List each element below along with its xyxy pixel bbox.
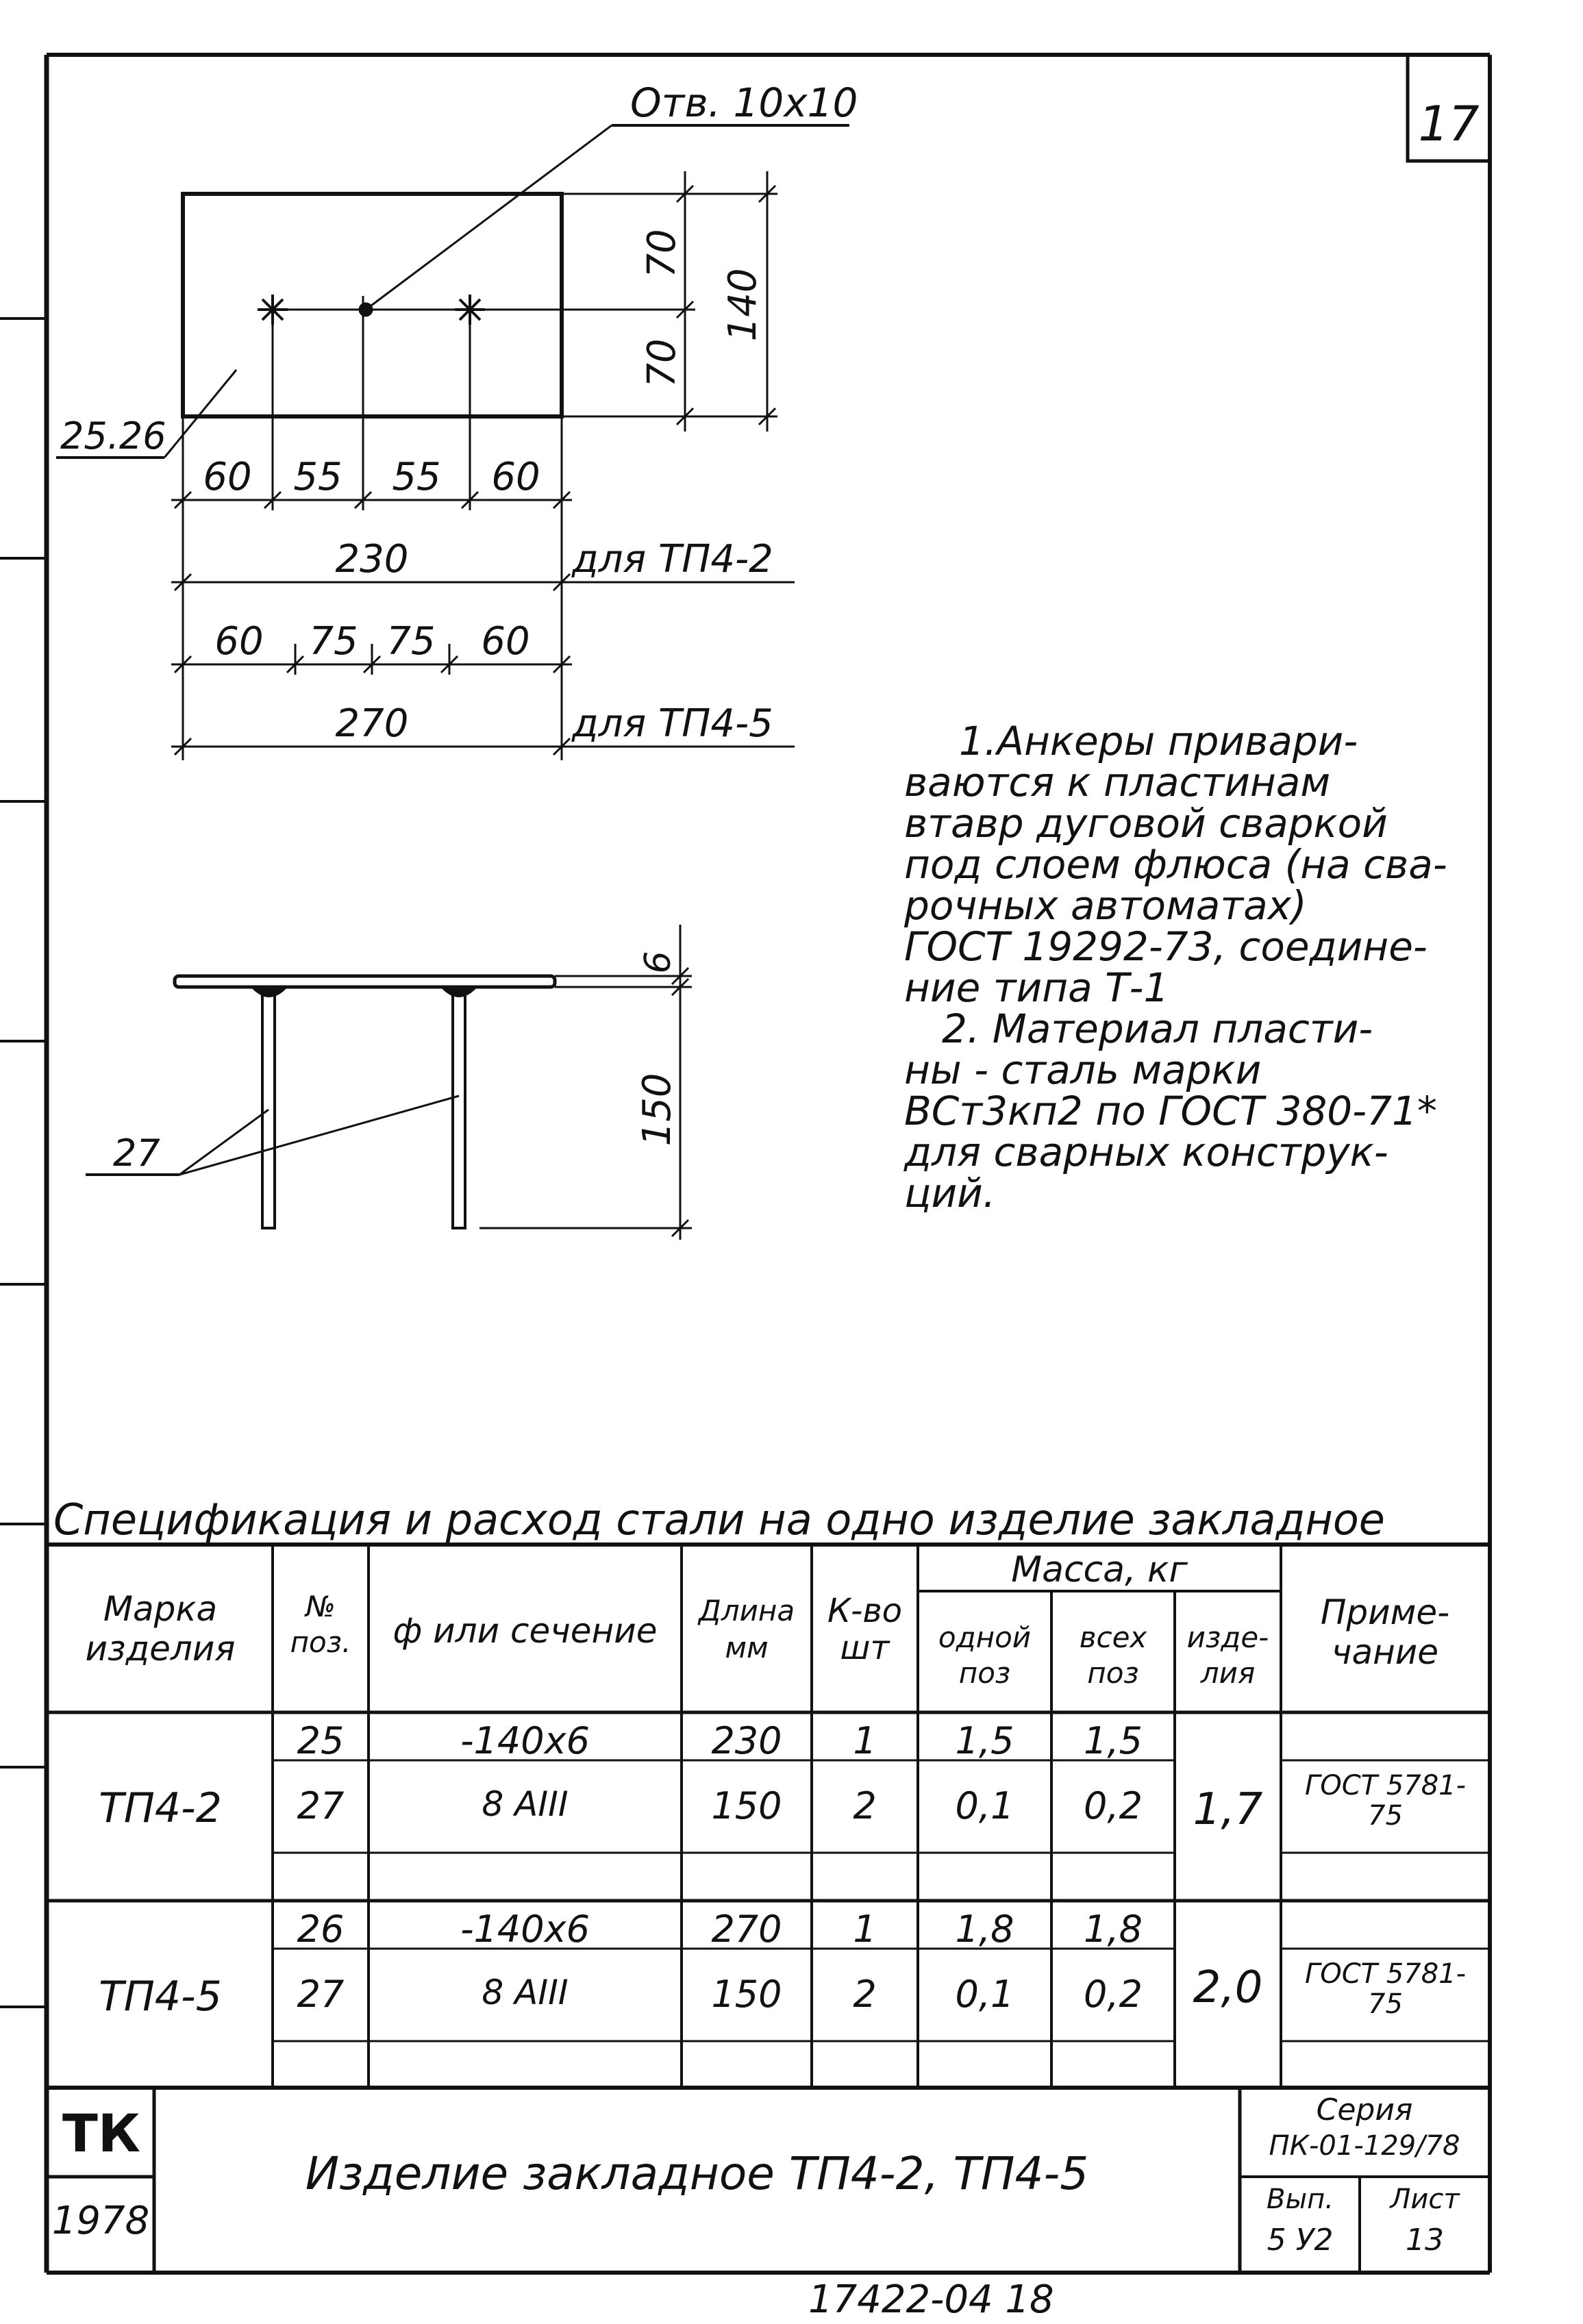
row-mass-all: 0,2	[1084, 1973, 1143, 2016]
header-mass-item: изде-лия	[1186, 1621, 1269, 1690]
row-length: 150	[711, 1784, 782, 1827]
bottom-code: 17422-04 18	[808, 2277, 1054, 2322]
row-section: -140x6	[460, 1719, 590, 1762]
row-qty: 2	[853, 1973, 877, 2016]
row-mass-one: 0,1	[955, 1973, 1014, 2016]
group-item-mass: 1,7	[1193, 1784, 1263, 1835]
note-line: рочных автоматах)	[904, 882, 1307, 929]
sheet-number-box	[1408, 55, 1490, 161]
note-line: для сварных конструк-	[904, 1129, 1388, 1175]
dim-row1-1: 60	[203, 455, 252, 499]
row-mass-all: 0,2	[1084, 1784, 1143, 1827]
note-line: ГОСТ 19292-73, соедине-	[904, 923, 1428, 970]
note-line: ВСт3кп2 по ГОСТ 380-71*	[904, 1088, 1437, 1134]
row-pos: 27	[297, 1784, 345, 1827]
dim-anchor-length: 150	[635, 1073, 680, 1147]
row-qty: 1	[853, 1908, 877, 1951]
note-line: ние типа Т-1	[904, 964, 1169, 1011]
series-label: Серия	[1316, 2092, 1413, 2127]
hole-label: Отв. 10х10	[630, 79, 858, 126]
dim-total-row2: 270	[335, 701, 409, 746]
header-note: Приме-чание	[1320, 1592, 1450, 1672]
dim-total-row1: 230	[335, 537, 409, 582]
row-qty: 1	[853, 1719, 877, 1762]
group-item-mass: 2,0	[1193, 1962, 1263, 2013]
row-mass-one: 1,8	[955, 1908, 1014, 1951]
organization-code: ТК	[62, 2103, 140, 2164]
header-length: Длина мм	[698, 1594, 795, 1664]
row-qty: 2	[853, 1784, 877, 1827]
dim-row1-4: 60	[491, 455, 540, 499]
anchor-position-label: 27	[113, 1132, 160, 1175]
issue-number: 5 У2	[1267, 2223, 1334, 2258]
sheet-label: Лист	[1390, 2184, 1460, 2215]
note-line: ций.	[904, 1170, 996, 1216]
header-mark: Марка изделия	[85, 1589, 236, 1669]
sheet-value: 13	[1406, 2223, 1444, 2258]
document-title: Изделие закладное ТП4-2, ТП4-5	[305, 2147, 1089, 2200]
plate-plan-view	[56, 125, 849, 760]
anchor-mark	[455, 295, 485, 325]
note-line: под слоем флюса (на сва-	[904, 841, 1447, 888]
note-line: втавр дуговой сваркой	[904, 800, 1388, 847]
dim-row2-2: 75	[309, 619, 358, 664]
group-mark: ТП4-2	[99, 1784, 222, 1832]
row-pos: 27	[297, 1973, 345, 2016]
note-line: ны - сталь марки	[904, 1047, 1262, 1093]
sheet-number: 17	[1418, 96, 1480, 152]
header-mass: Масса, кг	[1011, 1549, 1188, 1590]
row-mass-one: 0,1	[955, 1784, 1014, 1827]
row-section: 8 AIII	[482, 1973, 569, 2012]
header-mass-one: одной поз	[938, 1621, 1032, 1690]
dim-thickness: 6	[638, 951, 679, 974]
header-pos: № поз.	[290, 1590, 351, 1659]
dim-row1-2: 55	[293, 455, 342, 499]
dim-vertical-2: 70	[640, 338, 684, 388]
plate-position-label: 25.26	[60, 414, 166, 458]
dim-for-row1: для ТП4-2	[572, 537, 773, 582]
dim-row2-1: 60	[214, 619, 264, 664]
series-code: ПК-01-129/78	[1269, 2130, 1460, 2162]
row-pos: 26	[297, 1908, 345, 1951]
year: 1978	[51, 2199, 150, 2243]
group-mark: ТП4-5	[99, 1973, 222, 2021]
issue-label: Вып.	[1267, 2184, 1334, 2215]
row-length: 150	[711, 1973, 782, 2016]
dim-vertical-1: 70	[640, 229, 684, 278]
note-line: 2. Материал пласти-	[942, 1005, 1373, 1052]
row-length: 270	[711, 1908, 782, 1951]
row-section: -140x6	[460, 1908, 590, 1951]
header-qty: К-во шт	[827, 1592, 903, 1667]
dim-row1-3: 55	[392, 455, 441, 499]
row-section: 8 AIII	[482, 1784, 569, 1824]
row-mass-all: 1,5	[1084, 1719, 1143, 1762]
row-note: ГОСТ 5781-75	[1304, 1958, 1467, 2020]
dim-for-row2: для ТП4-5	[572, 701, 773, 746]
row-mass-one: 1,5	[955, 1719, 1014, 1762]
row-mass-all: 1,8	[1084, 1908, 1143, 1951]
header-mass-all: всех поз	[1079, 1621, 1147, 1690]
note-line: ваются к пластинам	[904, 759, 1331, 805]
spec-title: Спецификация и расход стали на одно изделие закладное	[53, 1495, 1385, 1545]
dim-vertical-total: 140	[721, 268, 765, 342]
anchor-mark	[258, 295, 288, 325]
dim-row2-3: 75	[386, 619, 436, 664]
row-note: ГОСТ 5781-75	[1304, 1770, 1467, 1832]
dim-row2-4: 60	[481, 619, 530, 664]
note-line: 1.Анкеры привари-	[959, 718, 1358, 764]
row-length: 230	[711, 1719, 782, 1762]
row-pos: 25	[297, 1719, 345, 1762]
plate-side-view	[86, 925, 692, 1240]
header-section: ф или сечение	[392, 1611, 658, 1651]
